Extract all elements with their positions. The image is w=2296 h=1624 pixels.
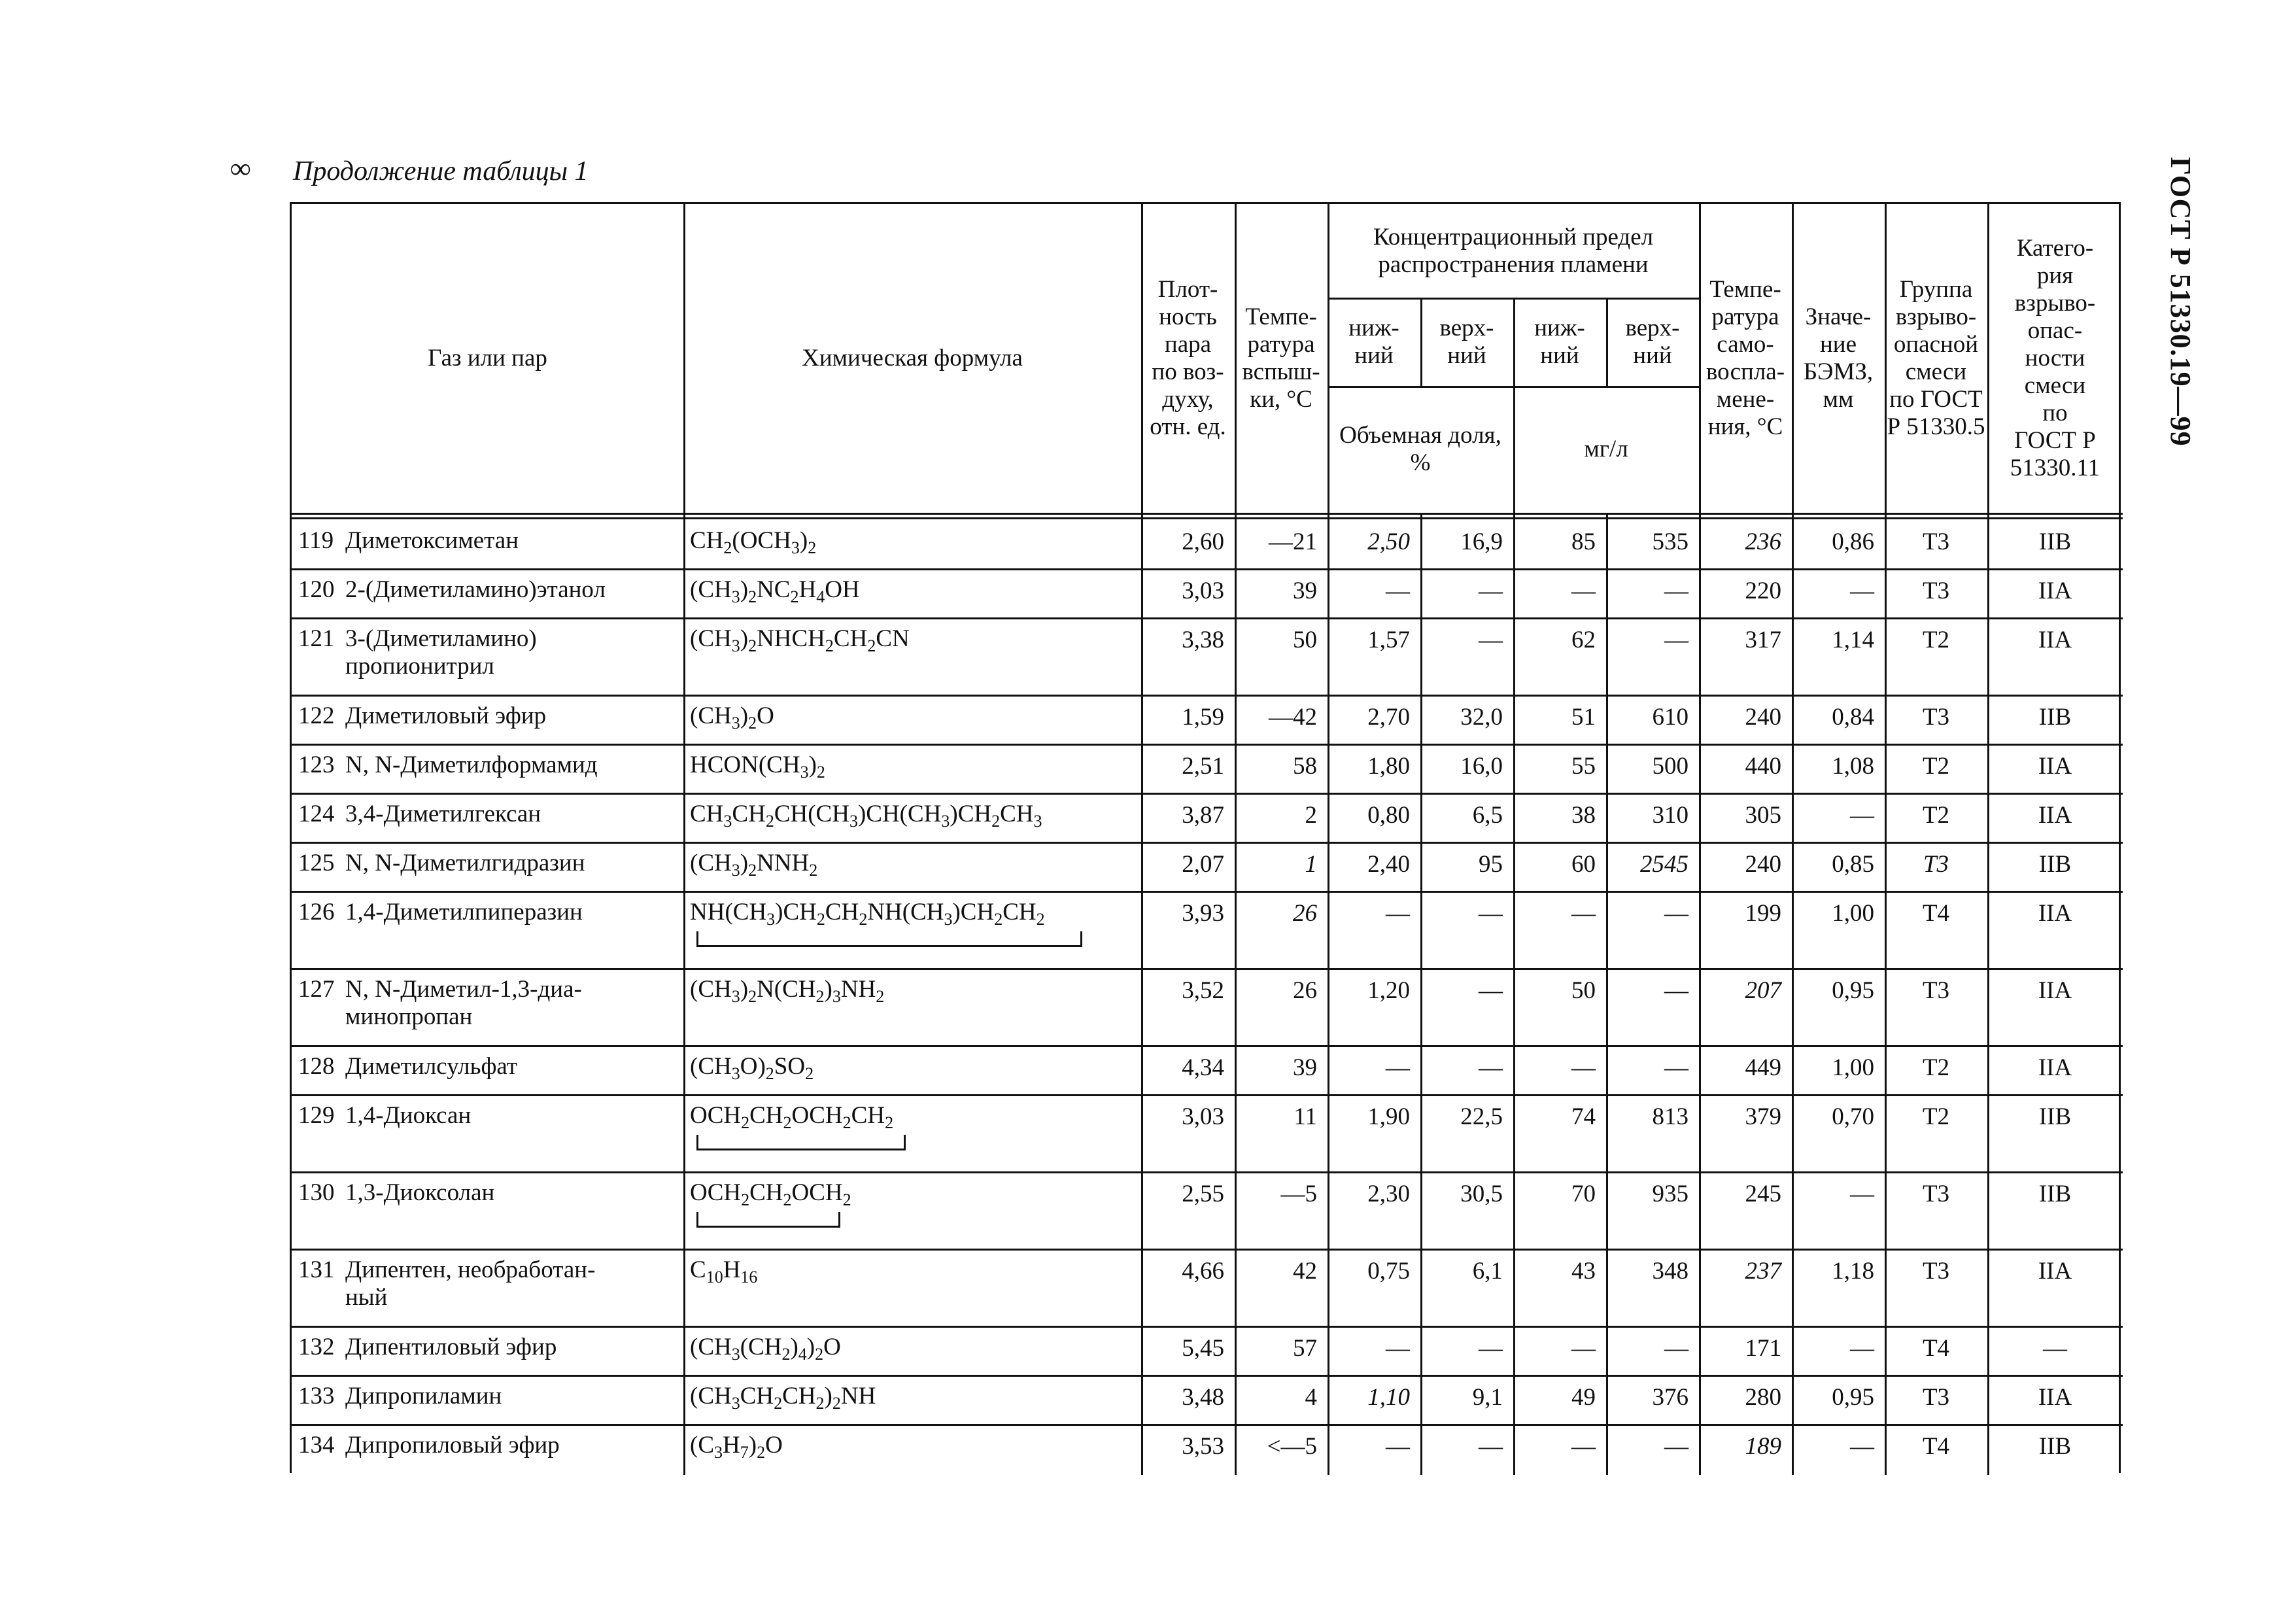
category-cell: IIA — [2038, 627, 2072, 653]
gas-name: пропионитрил — [345, 653, 494, 680]
autoignition-cell: 220 — [1745, 578, 1781, 604]
autoignition-cell: 199 — [1745, 900, 1781, 927]
mesg-cell: 0,70 — [1832, 1103, 1874, 1130]
header-lower-mg: ниж- ний — [1534, 314, 1585, 369]
category-cell: IIA — [2038, 578, 2072, 604]
autoignition-cell: 305 — [1745, 802, 1781, 829]
upper-mg-cell: 935 — [1652, 1181, 1688, 1207]
autoignition-cell: 280 — [1745, 1384, 1781, 1411]
upper-mg-cell: 2545 — [1640, 851, 1688, 878]
upper-vol-cell: 9,1 — [1472, 1384, 1503, 1411]
autoignition-cell: 237 — [1745, 1258, 1781, 1285]
gas-name-cell — [292, 617, 683, 695]
upper-mg-cell: 535 — [1652, 528, 1688, 555]
category-cell: IIA — [2038, 802, 2072, 829]
standard-title: ГОСТ Р 51330.19—99 — [2165, 157, 2197, 447]
group-cell: Т3 — [1922, 528, 1950, 555]
lower-vol-cell: 2,70 — [1367, 704, 1410, 731]
upper-vol-cell: 6,1 — [1472, 1258, 1503, 1285]
row-number: 129 — [298, 1102, 335, 1129]
upper-mg-cell: — — [1664, 627, 1688, 653]
gas-name: Дипентиловый эфир — [345, 1334, 557, 1360]
upper-mg-cell: 348 — [1652, 1258, 1688, 1285]
flash-point-cell: 4 — [1305, 1384, 1317, 1411]
formula-cell — [683, 519, 1141, 568]
density-cell: 2,55 — [1182, 1181, 1224, 1207]
header-temperature-group: Группа взрыво- опасной смеси по ГОСТ Р 51330.5 — [1887, 276, 1985, 440]
group-cell: Т2 — [1922, 1054, 1950, 1081]
category-cell: IIB — [2038, 528, 2072, 555]
upper-mg-cell: — — [1664, 1433, 1688, 1460]
density-cell: 5,45 — [1182, 1335, 1224, 1362]
row-number: 128 — [298, 1053, 335, 1080]
table-rule — [1420, 298, 1422, 386]
header-gas: Газ или пар — [428, 345, 547, 371]
gas-name-cell — [292, 1326, 683, 1375]
upper-mg-cell: — — [1664, 1335, 1688, 1362]
ring-bond-bracket — [696, 1135, 906, 1150]
upper-vol-cell: — — [1479, 900, 1503, 927]
category-cell: IIB — [2038, 704, 2072, 731]
gas-name: 1,3-Диоксолан — [345, 1179, 495, 1206]
gas-name: 3-(Диметиламино) — [345, 625, 537, 652]
gas-name-cell — [292, 568, 683, 617]
mesg-cell: — — [1850, 802, 1874, 829]
row-number: 119 — [298, 527, 334, 554]
gas-name-cell — [292, 519, 683, 568]
chemical-formula: $NH(CH_3)CH_2CH_2NH(CH_3)CH_2CH_2$ — [690, 899, 1045, 929]
gas-name: N, N-Диметилформамид — [345, 752, 598, 778]
gas-name: Дипентен, необработан- — [345, 1256, 596, 1283]
formula-cell — [683, 968, 1141, 1045]
mesg-cell: — — [1850, 1433, 1874, 1460]
flash-point-cell: 39 — [1293, 578, 1317, 604]
group-cell: Т3 — [1922, 704, 1950, 731]
density-cell: 4,34 — [1182, 1054, 1224, 1081]
group-cell: Т2 — [1922, 1103, 1950, 1130]
formula-cell — [683, 1171, 1141, 1249]
lower-mg-cell: — — [1571, 900, 1596, 927]
flash-point-cell: —42 — [1269, 704, 1317, 731]
mesg-cell: — — [1850, 1181, 1874, 1207]
density-cell: 3,38 — [1182, 627, 1224, 653]
lower-mg-cell: 43 — [1571, 1258, 1596, 1285]
gas-name: минопропан — [345, 1003, 473, 1030]
flash-point-cell: 39 — [1293, 1054, 1317, 1081]
gas-name: 3,4-Диметилгексан — [345, 801, 541, 827]
mesg-cell: — — [1850, 578, 1874, 604]
density-cell: 3,52 — [1182, 977, 1224, 1004]
autoignition-cell: 379 — [1745, 1103, 1781, 1130]
chemical-formula: $(CH_3)_2O$ — [690, 702, 774, 733]
row-number: 123 — [298, 752, 335, 778]
formula-cell — [683, 568, 1141, 617]
autoignition-cell: 240 — [1745, 704, 1781, 731]
header-formula: Химическая формула — [802, 345, 1023, 371]
density-cell: 3,53 — [1182, 1433, 1224, 1460]
category-cell: IIA — [2038, 753, 2072, 780]
category-cell: IIA — [2038, 900, 2072, 927]
autoignition-cell: 236 — [1745, 528, 1781, 555]
chemical-formula: $(CH_3CH_2CH_2)_2NH$ — [690, 1383, 876, 1413]
lower-mg-cell: — — [1571, 1054, 1596, 1081]
lower-vol-cell: — — [1386, 578, 1410, 604]
formula-cell — [683, 1249, 1141, 1326]
category-cell: IIB — [2038, 1181, 2072, 1207]
group-cell: Т2 — [1922, 627, 1950, 653]
lower-mg-cell: 85 — [1571, 528, 1596, 555]
gas-name: Дипропиламин — [345, 1383, 502, 1409]
autoignition-cell: 245 — [1745, 1181, 1781, 1207]
gas-name: 2-(Диметиламино)этанол — [345, 576, 606, 603]
group-cell: Т3 — [1922, 1384, 1950, 1411]
group-cell: Т4 — [1922, 1433, 1950, 1460]
lower-mg-cell: 50 — [1571, 977, 1596, 1004]
header-flash-point: Темпе- ратура вспыш- ки, °С — [1242, 303, 1320, 413]
chemical-formula: $HCON(CH_3)_2$ — [690, 752, 825, 782]
gas-name: 1,4-Диметилпиперазин — [345, 899, 583, 925]
density-cell: 3,87 — [1182, 802, 1224, 829]
header-explosion-category: Катего- рия взрыво- опас- ности смеси по ГОСТ Р 51330.11 — [2010, 235, 2100, 481]
row-number: 133 — [298, 1383, 335, 1409]
gas-name-cell — [292, 744, 683, 793]
upper-vol-cell: 16,9 — [1460, 528, 1503, 555]
lower-vol-cell: — — [1386, 1433, 1410, 1460]
data-table — [290, 202, 2121, 1473]
ring-bond-bracket — [696, 931, 1082, 947]
mesg-cell: 1,00 — [1832, 900, 1874, 927]
lower-mg-cell: 51 — [1571, 704, 1596, 731]
gas-name-cell — [292, 793, 683, 842]
flash-point-cell: 1 — [1305, 851, 1317, 878]
header-concentration-limit: Концентрационный предел распространения пламени — [1373, 223, 1654, 278]
lower-mg-cell: 55 — [1571, 753, 1596, 780]
upper-vol-cell: — — [1479, 578, 1503, 604]
lower-mg-cell: — — [1571, 1433, 1596, 1460]
chemical-formula: $(CH_3(CH_2)_4)_2O$ — [690, 1334, 841, 1364]
lower-vol-cell: 1,90 — [1367, 1103, 1410, 1130]
page-number: ∞ — [230, 152, 251, 184]
lower-vol-cell: 1,10 — [1367, 1384, 1410, 1411]
header-autoignition-temp: Темпе- ратура само- воспла- мене- ния, °С — [1705, 276, 1785, 440]
upper-vol-cell: 32,0 — [1460, 704, 1503, 731]
mesg-cell: — — [1850, 1335, 1874, 1362]
gas-name-cell — [292, 891, 683, 968]
chemical-formula: $CH_3CH_2CH(CH_3)CH(CH_3)CH_2CH_3$ — [690, 801, 1042, 831]
formula-cell — [683, 1094, 1141, 1171]
gas-name: 1,4-Диоксан — [345, 1102, 471, 1129]
row-number: 122 — [298, 702, 335, 729]
gas-name: Диметиловый эфир — [345, 702, 547, 729]
upper-vol-cell: — — [1479, 977, 1503, 1004]
gas-name-cell — [292, 1375, 683, 1424]
chemical-formula: $(CH_3O)_2SO_2$ — [690, 1053, 814, 1083]
row-number: 134 — [298, 1432, 335, 1459]
row-number: 132 — [298, 1334, 335, 1360]
upper-mg-cell: 500 — [1652, 753, 1688, 780]
lower-vol-cell: 2,30 — [1367, 1181, 1410, 1207]
category-cell: IIA — [2038, 1258, 2072, 1285]
lower-vol-cell: 2,50 — [1367, 528, 1410, 555]
upper-mg-cell: — — [1664, 1054, 1688, 1081]
lower-mg-cell: 74 — [1571, 1103, 1596, 1130]
upper-mg-cell: 610 — [1652, 704, 1688, 731]
chemical-formula: $(CH_3)_2N(CH_2)_3NH_2$ — [690, 976, 885, 1006]
density-cell: 2,07 — [1182, 851, 1224, 878]
lower-mg-cell: 62 — [1571, 627, 1596, 653]
mesg-cell: 0,84 — [1832, 704, 1874, 731]
header-mesg: Значе- ние БЭМЗ, мм — [1803, 303, 1874, 413]
header-lower-vol: ниж- ний — [1348, 314, 1399, 369]
density-cell: 3,48 — [1182, 1384, 1224, 1411]
flash-point-cell: 11 — [1294, 1103, 1317, 1130]
autoignition-cell: 449 — [1745, 1054, 1781, 1081]
formula-cell — [683, 1045, 1141, 1094]
autoignition-cell: 240 — [1745, 851, 1781, 878]
chemical-formula: $(CH_3)_2NC_2H_4OH$ — [690, 576, 860, 606]
chemical-formula: $OCH_2CH_2OCH_2$ — [690, 1179, 851, 1209]
formula-cell — [683, 695, 1141, 744]
density-cell: 3,03 — [1182, 578, 1224, 604]
table-rule — [1513, 298, 1515, 513]
upper-mg-cell: — — [1664, 578, 1688, 604]
flash-point-cell: <—5 — [1267, 1433, 1317, 1460]
row-number: 124 — [298, 801, 335, 827]
category-cell: IIB — [2038, 1433, 2072, 1460]
group-cell: Т3 — [1922, 977, 1950, 1004]
lower-vol-cell: — — [1386, 1335, 1410, 1362]
mesg-cell: 0,86 — [1832, 528, 1874, 555]
flash-point-cell: 26 — [1293, 977, 1317, 1004]
upper-mg-cell: 376 — [1652, 1384, 1688, 1411]
upper-vol-cell: 95 — [1479, 851, 1503, 878]
header-upper-vol: верх- ний — [1439, 314, 1494, 369]
flash-point-cell: 26 — [1293, 900, 1317, 927]
group-cell: Т3 — [1922, 578, 1950, 604]
gas-name-cell — [292, 968, 683, 1045]
gas-name-cell — [292, 1171, 683, 1249]
group-cell: Т3 — [1923, 851, 1949, 878]
mesg-cell: 1,00 — [1832, 1054, 1874, 1081]
flash-point-cell: 58 — [1293, 753, 1317, 780]
category-cell: IIA — [2038, 977, 2072, 1004]
chemical-formula: $CH_2(OCH_3)_2$ — [690, 527, 817, 557]
row-number: 125 — [298, 850, 335, 876]
gas-name: N, N-Диметил-1,3-диа- — [345, 976, 582, 1003]
group-cell: Т2 — [1922, 802, 1950, 829]
lower-vol-cell: 1,80 — [1367, 753, 1410, 780]
lower-mg-cell: 38 — [1571, 802, 1596, 829]
formula-cell — [683, 1326, 1141, 1375]
lower-vol-cell: 0,75 — [1367, 1258, 1410, 1285]
autoignition-cell: 440 — [1745, 753, 1781, 780]
lower-vol-cell: 1,57 — [1367, 627, 1410, 653]
row-number: 130 — [298, 1179, 335, 1206]
group-cell: Т3 — [1922, 1181, 1950, 1207]
density-cell: 3,03 — [1182, 1103, 1224, 1130]
header-upper-mg: верх- ний — [1625, 314, 1680, 369]
gas-name-cell — [292, 695, 683, 744]
upper-mg-cell: 813 — [1652, 1103, 1688, 1130]
flash-point-cell: —21 — [1269, 528, 1317, 555]
lower-mg-cell: 49 — [1571, 1384, 1596, 1411]
formula-cell — [683, 617, 1141, 695]
gas-name-cell — [292, 1094, 683, 1171]
flash-point-cell: 57 — [1293, 1335, 1317, 1362]
gas-name: N, N-Диметилгидразин — [345, 850, 585, 876]
upper-vol-cell: — — [1479, 627, 1503, 653]
group-cell: Т2 — [1922, 753, 1950, 780]
row-number: 126 — [298, 899, 335, 925]
row-number: 131 — [298, 1256, 335, 1283]
category-cell: IIA — [2038, 1054, 2072, 1081]
upper-mg-cell: 310 — [1652, 802, 1688, 829]
lower-mg-cell: 60 — [1571, 851, 1596, 878]
category-cell: IIA — [2038, 1384, 2072, 1411]
lower-vol-cell: 2,40 — [1367, 851, 1410, 878]
formula-cell — [683, 842, 1141, 891]
ring-bond-bracket — [696, 1212, 840, 1228]
gas-name-cell — [292, 1045, 683, 1094]
row-number: 127 — [298, 976, 335, 1003]
category-cell: IIB — [2038, 851, 2072, 878]
lower-vol-cell: — — [1386, 900, 1410, 927]
formula-cell — [683, 891, 1141, 968]
flash-point-cell: —5 — [1280, 1181, 1317, 1207]
upper-vol-cell: 6,5 — [1472, 802, 1503, 829]
gas-name: Диметоксиметан — [345, 527, 519, 554]
density-cell: 2,60 — [1182, 528, 1224, 555]
category-cell: — — [2043, 1335, 2067, 1362]
formula-cell — [683, 793, 1141, 842]
mesg-cell: 1,14 — [1832, 627, 1874, 653]
upper-mg-cell: — — [1664, 900, 1688, 927]
table-continuation-caption: Продолжение таблицы 1 — [293, 156, 589, 186]
autoignition-cell: 189 — [1745, 1433, 1781, 1460]
lower-mg-cell: 70 — [1571, 1181, 1596, 1207]
gas-name: ный — [345, 1284, 388, 1311]
mesg-cell: 0,95 — [1832, 1384, 1874, 1411]
lower-mg-cell: — — [1571, 1335, 1596, 1362]
category-cell: IIB — [2038, 1103, 2072, 1130]
table-rule — [292, 513, 2123, 515]
gas-name-cell — [292, 1249, 683, 1326]
density-cell: 3,93 — [1182, 900, 1224, 927]
upper-vol-cell: — — [1479, 1335, 1503, 1362]
lower-vol-cell: 1,20 — [1367, 977, 1410, 1004]
header-density: Плот- ность пара по воз- духу, отн. ед. — [1150, 276, 1226, 440]
upper-vol-cell: — — [1479, 1433, 1503, 1460]
autoignition-cell: 317 — [1745, 627, 1781, 653]
density-cell: 1,59 — [1182, 704, 1224, 731]
mesg-cell: 1,08 — [1832, 753, 1874, 780]
upper-mg-cell: — — [1664, 977, 1688, 1004]
upper-vol-cell: — — [1479, 1054, 1503, 1081]
autoignition-cell: 207 — [1745, 977, 1781, 1004]
group-cell: Т4 — [1922, 1335, 1950, 1362]
header-volume-fraction: Объемная доля, % — [1339, 422, 1501, 476]
mesg-cell: 0,85 — [1832, 851, 1874, 878]
chemical-formula: $(CH_3)_2NHCH_2CH_2CN$ — [690, 625, 910, 655]
lower-vol-cell: 0,80 — [1367, 802, 1410, 829]
lower-mg-cell: — — [1571, 578, 1596, 604]
table-rule — [1606, 298, 1608, 386]
flash-point-cell: 2 — [1305, 802, 1317, 829]
upper-vol-cell: 30,5 — [1460, 1181, 1503, 1207]
formula-cell — [683, 1375, 1141, 1424]
formula-cell — [683, 744, 1141, 793]
formula-cell — [683, 1424, 1141, 1473]
group-cell: Т4 — [1922, 900, 1950, 927]
chemical-formula: $(CH_3)_2NNH_2$ — [690, 850, 818, 880]
header-mg-per-l: мг/л — [1584, 436, 1628, 462]
chemical-formula: $OCH_2CH_2OCH_2CH_2$ — [690, 1102, 894, 1132]
gas-name: Диметилсульфат — [345, 1053, 518, 1080]
group-cell: Т3 — [1922, 1258, 1950, 1285]
mesg-cell: 0,95 — [1832, 977, 1874, 1004]
density-cell: 4,66 — [1182, 1258, 1224, 1285]
flash-point-cell: 42 — [1293, 1258, 1317, 1285]
row-number: 120 — [298, 576, 335, 603]
gas-name-cell — [292, 842, 683, 891]
gas-name-cell — [292, 1424, 683, 1473]
density-cell: 2,51 — [1182, 753, 1224, 780]
flash-point-cell: 50 — [1293, 627, 1317, 653]
lower-vol-cell: — — [1386, 1054, 1410, 1081]
row-number: 121 — [298, 625, 335, 652]
gas-name: Дипропиловый эфир — [345, 1432, 560, 1459]
upper-vol-cell: 22,5 — [1460, 1103, 1503, 1130]
upper-vol-cell: 16,0 — [1460, 753, 1503, 780]
mesg-cell: 1,18 — [1832, 1258, 1874, 1285]
autoignition-cell: 171 — [1745, 1335, 1781, 1362]
chemical-formula: $C_{10}H_{16}$ — [690, 1256, 758, 1287]
chemical-formula: $(C_3H_7)_2O$ — [690, 1432, 783, 1462]
